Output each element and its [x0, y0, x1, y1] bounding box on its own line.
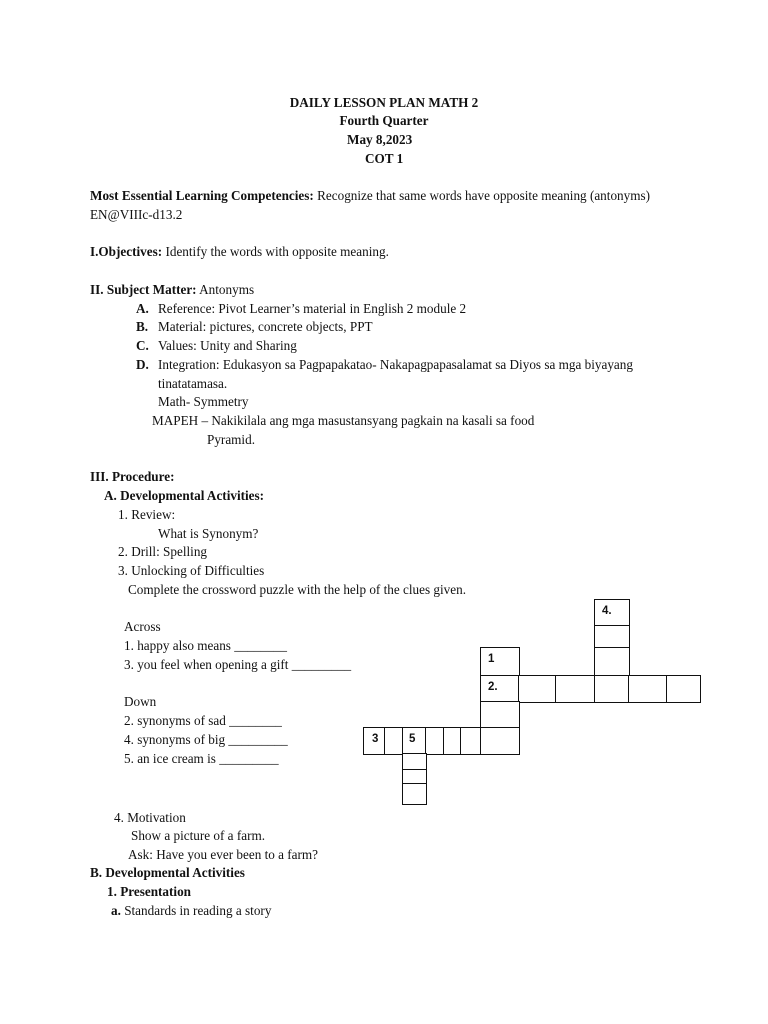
- review-question: What is Synonym?: [158, 526, 259, 541]
- item-text: Integration: Edukasyon sa Pagpapakatao- Nakapagpapasalamat sa Diyos sa mga biyayang: [158, 357, 633, 372]
- item-text: Reference: Pivot Learner’s material in English 2 module 2: [158, 301, 467, 316]
- objectives-text: Identify the words with opposite meaning.: [162, 244, 389, 259]
- item-letter: B.: [136, 319, 149, 334]
- crossword-cell[interactable]: [666, 675, 701, 703]
- crossword-cell[interactable]: [363, 727, 386, 755]
- item-letter: A.: [136, 301, 149, 316]
- procedure-heading: III. Procedure:: [90, 469, 175, 484]
- clue-number: 2.: [488, 681, 498, 693]
- unlocking-step: 3. Unlocking of Difficulties: [118, 563, 265, 578]
- objectives-label: I.Objectives:: [90, 244, 163, 259]
- crossword-cell[interactable]: [402, 727, 427, 755]
- item-letter: C.: [136, 338, 149, 353]
- across-clue: 1. happy also means ________: [124, 638, 287, 653]
- review-step: 1. Review:: [118, 507, 176, 522]
- standards-line: [111, 902, 271, 920]
- crossword-cell[interactable]: [480, 675, 520, 703]
- down-heading: Down: [124, 694, 157, 709]
- standards-letter: a.: [111, 903, 121, 918]
- presentation-heading: 1. Presentation: [107, 884, 191, 899]
- across-clue: 3. you feel when opening a gift _________: [124, 657, 352, 672]
- crossword-cell[interactable]: [425, 727, 445, 755]
- melc-code: EN@VIIIc-d13.2: [90, 207, 183, 222]
- melc-line: [90, 187, 650, 205]
- integration-continued: tinatatamasa.: [158, 376, 228, 391]
- developmental-activities-b-heading: B. Developmental Activities: [90, 865, 245, 880]
- clue-number: 3: [372, 733, 379, 745]
- quarter-label: Fourth Quarter: [339, 113, 429, 128]
- mapeh-continued: Pyramid.: [207, 432, 255, 447]
- clue-number: 5: [409, 733, 416, 745]
- crossword-instruction: Complete the crossword puzzle with the help of the clues given.: [128, 582, 467, 597]
- crossword-cell[interactable]: [460, 727, 482, 755]
- drill-step: 2. Drill: Spelling: [118, 544, 208, 559]
- down-clue: 2. synonyms of sad ________: [124, 713, 282, 728]
- crossword-cell[interactable]: [628, 675, 668, 703]
- crossword-cell[interactable]: [594, 675, 630, 703]
- crossword-cell[interactable]: [555, 675, 596, 703]
- math-integration: Math- Symmetry: [158, 394, 249, 409]
- crossword-cell[interactable]: [402, 783, 427, 805]
- clue-number: 4.: [602, 605, 612, 617]
- item-text: Values: Unity and Sharing: [158, 338, 297, 353]
- crossword-cell[interactable]: [480, 701, 520, 729]
- crossword-cell[interactable]: [594, 647, 630, 677]
- crossword-cell[interactable]: [594, 625, 630, 649]
- melc-label: Most Essential Learning Competencies:: [90, 188, 314, 203]
- standards-text: Standards in reading a story: [120, 903, 272, 918]
- subject-matter-label: II. Subject Matter:: [90, 282, 197, 297]
- date-label: May 8,2023: [347, 132, 413, 147]
- down-clue: 4. synonyms of big _________: [124, 732, 288, 747]
- objectives-line: [90, 243, 389, 261]
- crossword-cell[interactable]: [518, 675, 557, 703]
- down-clue: 5. an ice cream is _________: [124, 751, 279, 766]
- motivation-line: Ask: Have you ever been to a farm?: [128, 847, 319, 862]
- mapeh-integration: MAPEH – Nakikilala ang mga masustansyang pagkain na kasali sa food: [152, 413, 535, 428]
- across-heading: Across: [124, 619, 161, 634]
- item-text: Material: pictures, concrete objects, PPT: [158, 319, 373, 334]
- crossword-cell[interactable]: [594, 599, 630, 627]
- motivation-line: Show a picture of a farm.: [131, 828, 266, 843]
- subject-matter-text: Antonyms: [196, 282, 255, 297]
- document-title: DAILY LESSON PLAN MATH 2: [289, 95, 479, 110]
- crossword-cell[interactable]: [384, 727, 404, 755]
- motivation-step: 4. Motivation: [114, 810, 186, 825]
- melc-text: Recognize that same words have opposite meaning (antonyms): [313, 188, 651, 203]
- crossword-cell[interactable]: [480, 727, 520, 755]
- subject-matter-line: [90, 281, 254, 299]
- crossword-cell[interactable]: [480, 647, 520, 677]
- item-letter: D.: [136, 357, 149, 372]
- clue-number: 1: [488, 653, 495, 665]
- developmental-activities-heading: A. Developmental Activities:: [104, 488, 265, 503]
- cot-label: COT 1: [365, 151, 404, 166]
